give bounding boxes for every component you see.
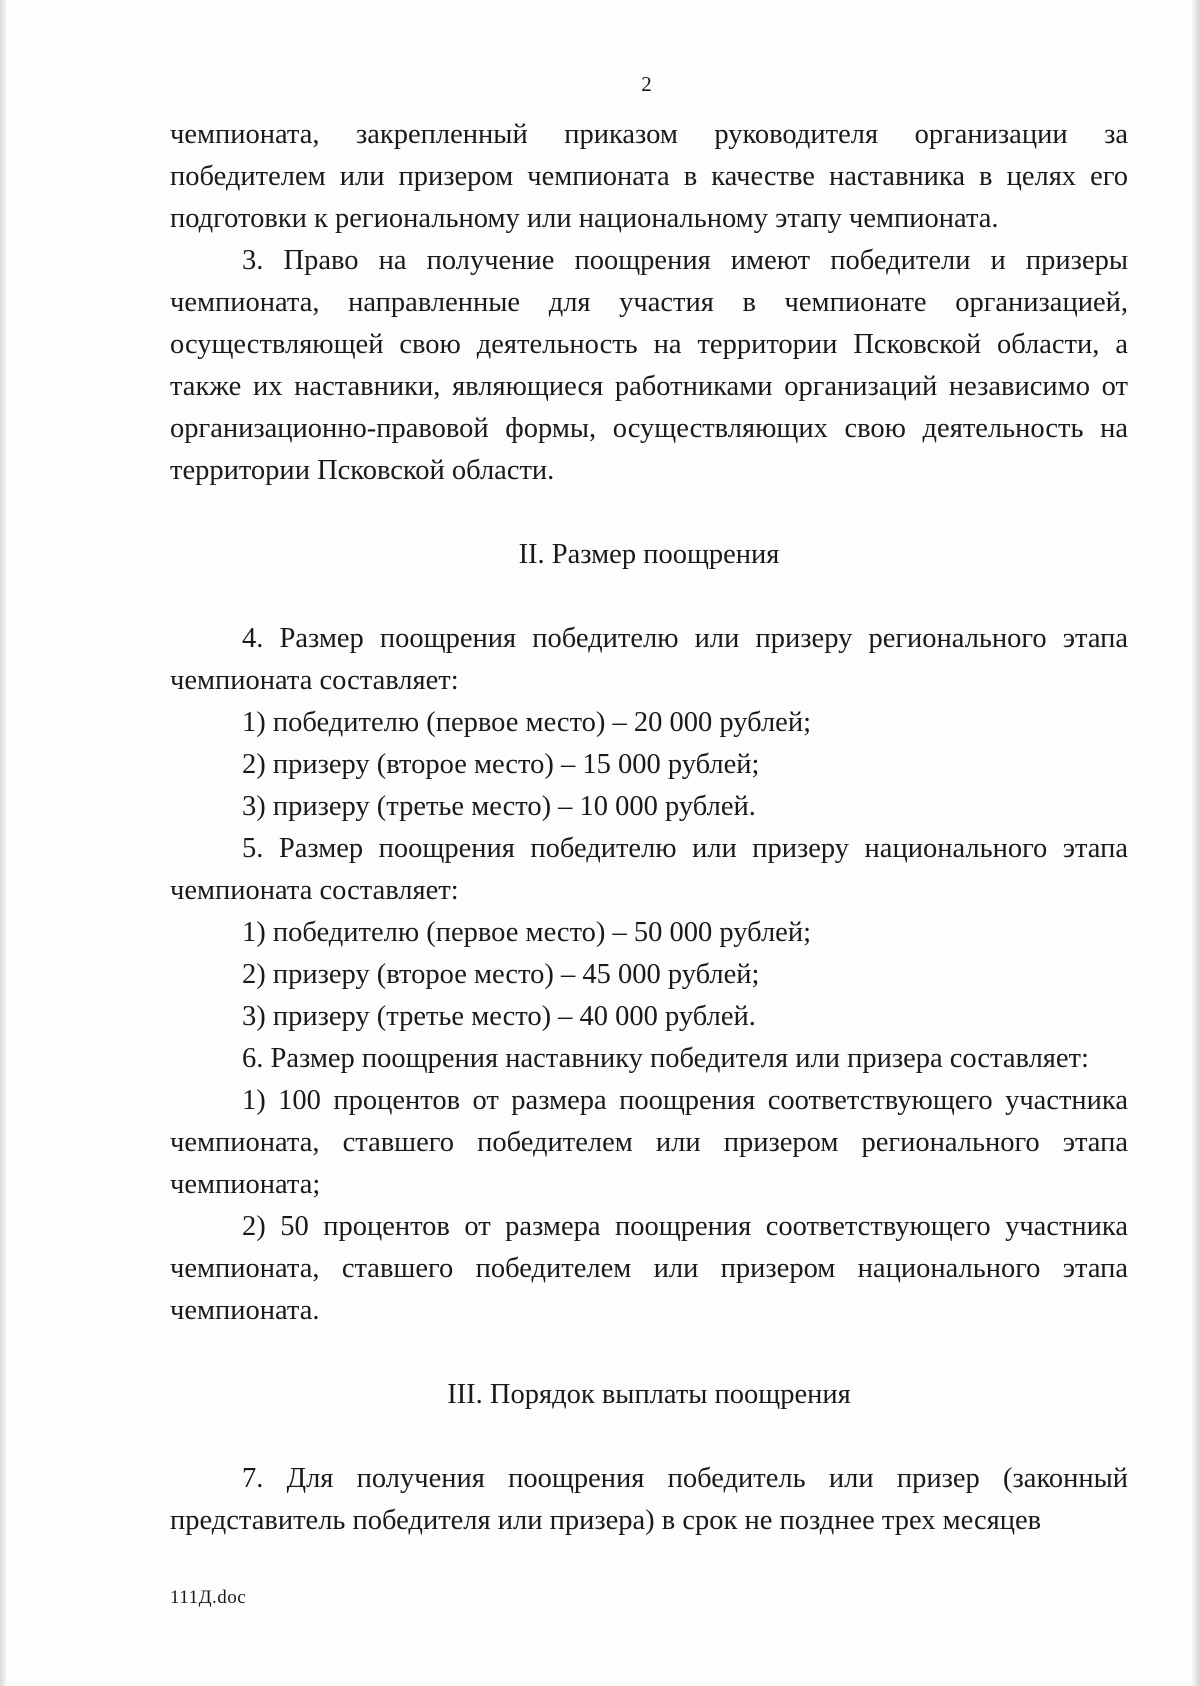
spacer — [170, 1416, 1128, 1458]
paragraph-item-6: 6. Размер поощрения наставнику победителя или призера составляет: — [242, 1043, 1089, 1074]
list-item-5-1: 1) победителю (первое место) – 50 000 рублей; — [242, 917, 811, 948]
paragraph-item-3: 3. Право на получение поощрения имеют победители и призеры чемпионата, направленные для участия в чемпионате организацией, осуществляющей свою деятельность на территории Псковской области, а также их наставники, являющиеся работниками организаций независимо от организационно-правовой формы, осуществляющих свою деятельность на территории Псковской области. — [170, 245, 1128, 486]
paragraph-item-7: 7. Для получения поощрения победитель или призер (законный представитель победителя или призера) в срок не позднее трех месяцев — [170, 1463, 1128, 1536]
spacer — [170, 1332, 1128, 1374]
paragraph-item-5: 5. Размер поощрения победителю или призеру национального этапа чемпионата составляет: — [170, 833, 1128, 906]
spacer — [170, 492, 1128, 534]
list-item-6-1: 1) 100 процентов от размера поощрения соответствующего участника чемпионата, ставшего победителем или призером регионального этапа чемпионата; — [170, 1085, 1128, 1200]
paragraph-continuation: чемпионата, закрепленный приказом руководителя организации за победителем или призером чемпионата в качестве наставника в целях его подготовки к региональному или национальному этапу чемпионата. — [170, 119, 1128, 234]
page-number: 2 — [641, 72, 652, 96]
list-item-5-2: 2) призеру (второе место) – 45 000 рублей; — [242, 959, 760, 990]
list-item-4-1: 1) победителю (первое место) – 20 000 рублей; — [242, 707, 811, 738]
footer-filename: 111Д.doc — [170, 1587, 247, 1608]
paragraph-item-4: 4. Размер поощрения победителю или призеру регионального этапа чемпионата составляет: — [170, 623, 1128, 696]
scan-edge-left — [0, 0, 6, 1686]
list-item-5-3: 3) призеру (третье место) – 40 000 рублей. — [242, 1001, 756, 1032]
section-heading-3: III. Порядок выплаты поощрения — [447, 1379, 851, 1410]
spacer — [170, 576, 1128, 618]
list-item-6-2: 2) 50 процентов от размера поощрения соответствующего участника чемпионата, ставшего победителем или призером национального этапа чемпионата. — [170, 1211, 1128, 1326]
list-item-4-3: 3) призеру (третье место) – 10 000 рублей. — [242, 791, 756, 822]
scan-edge-right — [1192, 0, 1200, 1686]
list-item-4-2: 2) призеру (второе место) – 15 000 рублей; — [242, 749, 760, 780]
document-body — [170, 114, 1128, 1542]
section-heading-2: II. Размер поощрения — [518, 539, 780, 570]
